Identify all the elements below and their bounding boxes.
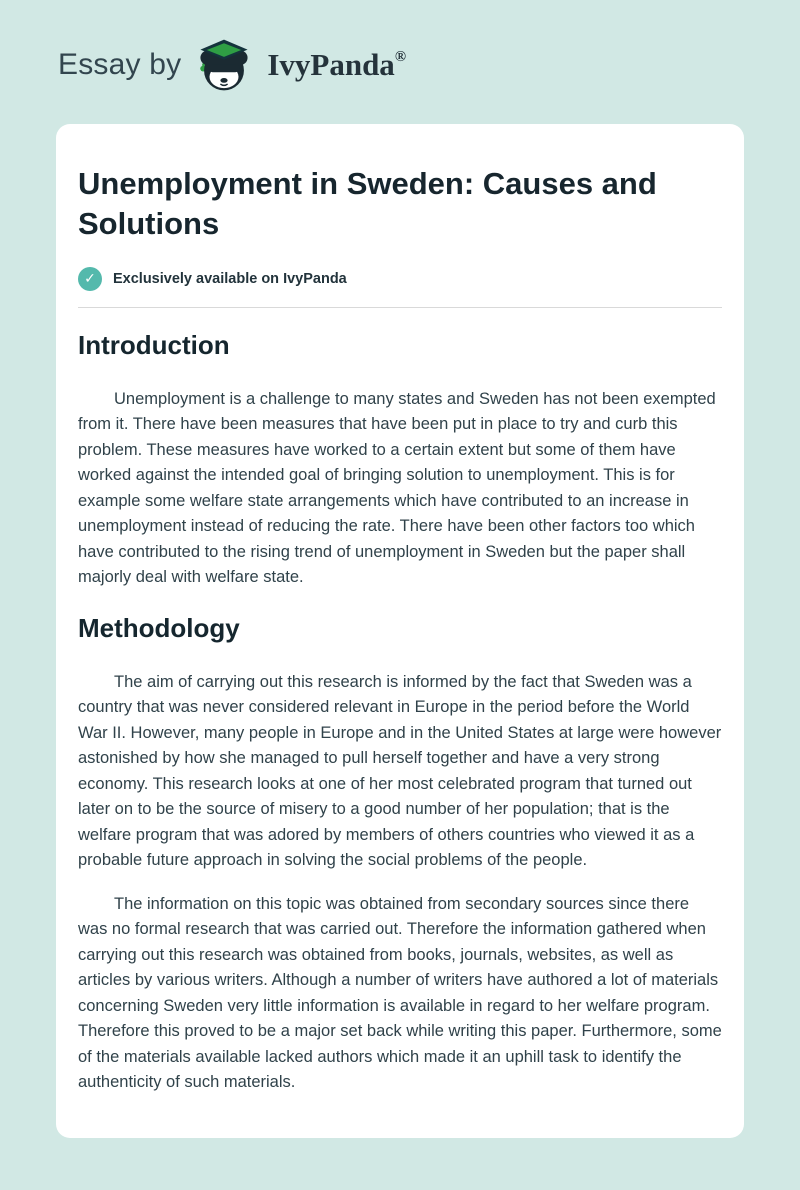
brand-name [267, 47, 406, 83]
panda-graduate-icon [195, 36, 253, 94]
section-methodology [78, 613, 722, 1096]
availability-badge [78, 267, 722, 291]
divider [78, 307, 722, 308]
brand-text: IvyPanda [267, 47, 395, 82]
paragraph: The aim of carrying out this research is informed by the fact that Sweden was a country that was never considered relevant in Europe in the period before the World War II. However, many people in Europe and in the United States at large were however astonished by how she managed to pull herself together and have a very strong economy. This research looks at one of her most celebrated program that turned out later on to be the source of misery to a good number of her population; that is the welfare program that was adored by members of others countries who viewed it as a probable future approach in solving the social problems of the people. [78, 672, 722, 870]
paragraph: The information on this topic was obtained from secondary sources since there was no formal research that was carried out. Therefore the information gathered when carrying out this research was obtained from books, journals, websites, as well as articles by various writers. Although a number of writers have authored a lot of materials concerning Sweden very little information is available in regard to her welfare program. Therefore this proved to be a major set back while writing this paper. Furthermore, some of the materials available lacked authors which made it an uphill task to identify the authenticity of such materials. [78, 894, 722, 1092]
essay-by-label: Essay by [58, 48, 182, 81]
section-heading-introduction: Introduction [78, 329, 230, 360]
site-header [56, 36, 744, 94]
check-icon: ✓ [78, 267, 102, 291]
section-heading-methodology: Methodology [78, 612, 240, 643]
article-card [56, 124, 744, 1138]
page-title: Unemployment in Sweden: Causes and Solutions [78, 166, 657, 242]
section-introduction [78, 330, 722, 591]
paragraph: Unemployment is a challenge to many states and Sweden has not been exempted from it. There have been measures that have been put in place to try and curb this problem. These measures have worked to a certain extent but some of them have worked against the intended goal of bringing solution to unemployment. This is for example some welfare state arrangements which have contributed to an increase in unemployment instead of reducing the rate. There have been other factors too which have contributed to the rising trend of unemployment in Sweden but the paper shall majorly deal with welfare state. [78, 389, 716, 587]
registered-trademark: ® [394, 49, 407, 65]
availability-badge-label: Exclusively available on IvyPanda [113, 270, 347, 287]
